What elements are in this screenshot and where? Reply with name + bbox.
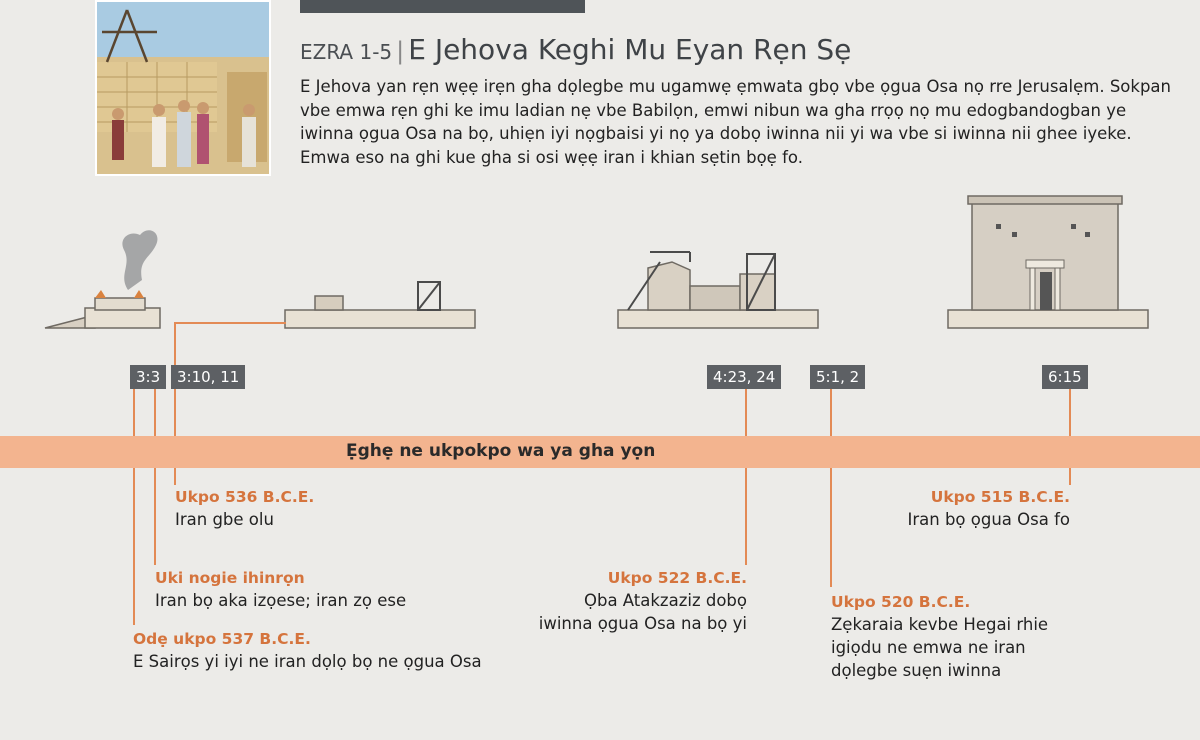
scripture-tag-3-10-11: 3:10, 11 bbox=[171, 365, 245, 389]
foundation-icon bbox=[285, 282, 475, 328]
intro-paragraph: E Jehova yan rẹn wẹẹ irẹn gha dọlegbe mu ugamwẹ ẹmwata gbọ vbe ọgua Osa nọ rre Jerusalẹm. Sokpan vbe emwa rẹn ghi ke imu ladian nẹ vbe Babilọn, emwi nibun wa gha rrọọ nọ mu edogbandogban ye iwinna ọgua Osa na bọ, uhiẹn iyi nọgbaisi yi nọ ya dobọ iwinna nii yi wa vbe si iwinna nii ghee iyeke. Emwa eso na ghi kue gha si osi wẹẹ iran i khian sẹtin bọẹ fo. bbox=[300, 77, 1171, 167]
temple-building-illustration bbox=[95, 0, 271, 176]
completed-temple-icon bbox=[948, 196, 1148, 328]
event-text: Iran gbe olu bbox=[175, 510, 274, 529]
event-536 bbox=[175, 487, 314, 531]
event-text-line: igiọdu ne emwa ne iran bbox=[831, 638, 1026, 657]
event-year: Ukpo 522 B.C.E. bbox=[607, 569, 747, 587]
band-label: Ẹghẹ ne ukpokpo wa ya gha yọn bbox=[346, 441, 656, 461]
building-progress-illustrations bbox=[0, 180, 1200, 330]
connector-line bbox=[745, 389, 747, 565]
event-year: Uki nogie ihinrọn bbox=[155, 569, 305, 587]
event-520 bbox=[831, 592, 1048, 682]
event-text-line: iwinna ọgua Osa na bọ yi bbox=[538, 614, 747, 633]
scripture-reference: EZRA 1-5 bbox=[300, 40, 393, 64]
event-year: Ukpo 536 B.C.E. bbox=[175, 488, 315, 506]
event-year: Ukpo 520 B.C.E. bbox=[831, 593, 971, 611]
title-text: E Jehova Keghi Mu Eyan Rẹn Sẹ bbox=[408, 33, 852, 66]
event-515 bbox=[907, 487, 1070, 531]
scripture-tag-3-3: 3:3 bbox=[130, 365, 166, 389]
event-text: Iran bọ ọgua Osa fo bbox=[907, 510, 1070, 529]
altar-with-smoke-icon bbox=[45, 230, 160, 328]
event-text-line: Zẹkaraia kevbe Hegai rhie bbox=[831, 615, 1049, 634]
connector-line bbox=[154, 389, 156, 565]
event-text-line: dọlegbe suẹn iwinna bbox=[831, 661, 1002, 680]
event-text: Iran bọ aka izọese; iran zọ ese bbox=[155, 591, 407, 610]
connector-line bbox=[174, 322, 286, 324]
event-text-line: Ọba Atakzaziz dobọ bbox=[583, 591, 747, 610]
event-text: E Sairọs yi iyi ne iran dọlọ bọ ne ọgua Osa bbox=[133, 652, 482, 671]
event-year: Odẹ ukpo 537 B.C.E. bbox=[133, 630, 311, 648]
event-522 bbox=[539, 568, 747, 635]
event-seventh-month bbox=[155, 568, 406, 612]
partial-walls-icon bbox=[618, 252, 818, 328]
event-537 bbox=[133, 629, 482, 673]
connector-line bbox=[830, 389, 832, 587]
scripture-tag-6-15: 6:15 bbox=[1042, 365, 1088, 389]
title-separator: | bbox=[396, 37, 405, 65]
connector-line bbox=[133, 389, 135, 625]
page-title bbox=[300, 33, 851, 66]
scripture-tag-5-1-2: 5:1, 2 bbox=[810, 365, 865, 389]
event-year: Ukpo 515 B.C.E. bbox=[930, 488, 1070, 506]
top-bar bbox=[300, 0, 585, 13]
scripture-tag-4-23-24: 4:23, 24 bbox=[707, 365, 781, 389]
